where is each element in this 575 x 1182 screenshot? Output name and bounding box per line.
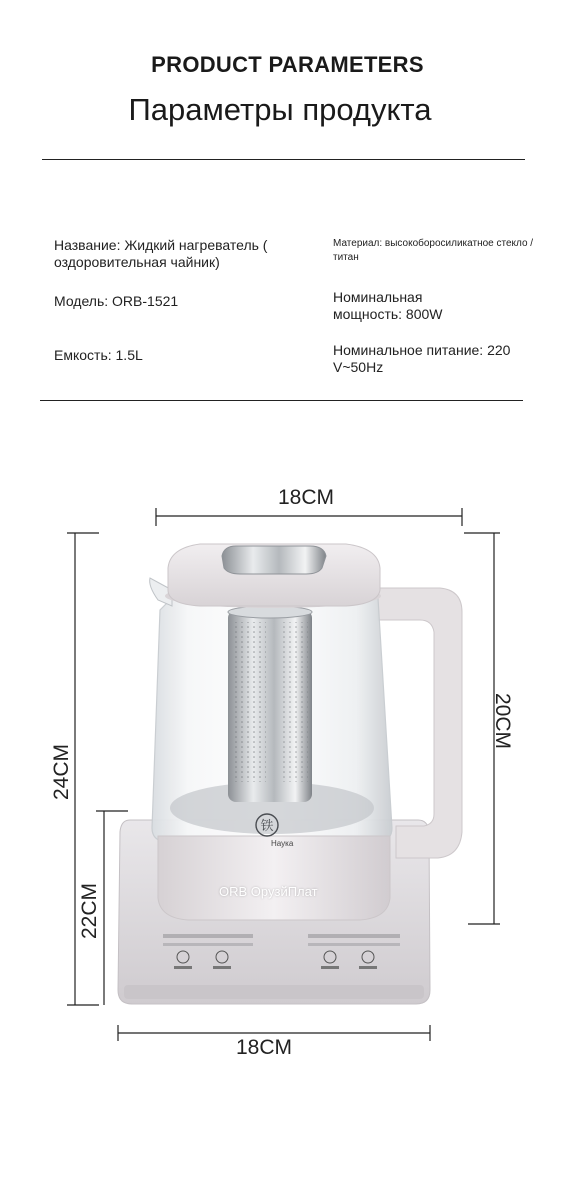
param-material: Материал: высокоборосиликатное стекло / титан	[333, 238, 534, 263]
param-capacity: Емкость: 1.5L	[54, 347, 143, 363]
dim-bottom-width: 18CM	[236, 1036, 293, 1059]
param-supply: Номинальное питание: 220 V~50Hz	[333, 342, 511, 375]
dim-total-height: 24CM	[50, 743, 74, 801]
dim-kettle-height: 20CM	[491, 692, 515, 750]
param-name: Название: Жидкий нагреватель ( оздоровительная чайник)	[54, 237, 268, 270]
param-model: Модель: ORB-1521	[54, 293, 179, 309]
logo-caption: Наука	[271, 839, 294, 848]
title-russian: Параметры продукта	[128, 92, 432, 127]
brand-text: ORB ОрузйПлат	[219, 884, 318, 899]
dim-base-height: 22CM	[78, 882, 102, 940]
param-power: Номинальная мощность: 800W	[333, 289, 443, 322]
dim-top-width: 18CM	[278, 486, 335, 509]
title-english: PRODUCT PARAMETERS	[151, 52, 424, 77]
svg-text:铁: 铁	[260, 819, 274, 834]
